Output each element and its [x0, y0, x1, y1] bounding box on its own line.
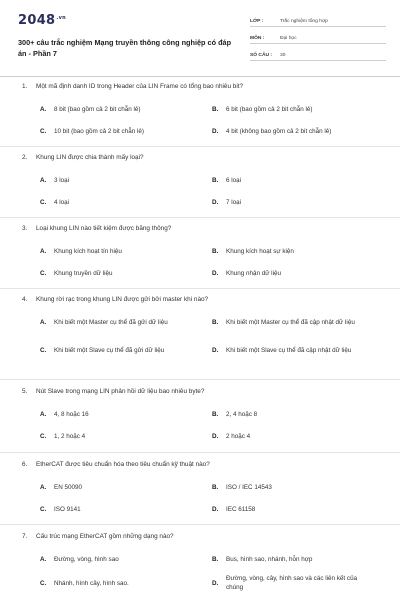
answer-option[interactable] [210, 170, 375, 190]
question-6 [22, 460, 382, 521]
question-separator [0, 288, 400, 289]
answer-text: Khung kích hoạt sự kiện [226, 247, 294, 255]
answer-letter: C. [40, 579, 47, 587]
question-prompt: EtherCAT được tiêu chuẩn hóa theo tiêu chuẩn kỹ thuật nào? [36, 461, 210, 468]
header-divider [0, 76, 400, 77]
meta-class-label: LỚP : [250, 19, 264, 24]
answer-text: Khi biết một Master cụ thể đã cập nhật dữ liệu [226, 318, 355, 326]
meta-class-value: Trắc nghiệm tổng hợp [280, 19, 328, 24]
answer-letter: C. [40, 346, 47, 354]
question-separator [0, 146, 400, 147]
answer-option[interactable] [38, 426, 203, 446]
answer-option[interactable] [38, 499, 203, 519]
answer-text: Khi biết một Slave cụ thể đã cập nhật dữ liệu [226, 346, 352, 354]
answer-letter: A. [40, 483, 47, 491]
logo-suffix: .vn [56, 14, 67, 21]
answer-list [22, 312, 382, 370]
answer-text: Nhánh, hình cây, hình sao. [54, 579, 129, 587]
meta-class-row [250, 14, 386, 27]
answer-letter: A. [40, 105, 47, 113]
question-separator [0, 217, 400, 218]
answer-letter: D. [212, 346, 219, 354]
question-7 [22, 532, 382, 599]
meta-count-label: SỐ CÂU : [250, 53, 273, 58]
answer-letter: C. [40, 432, 47, 440]
answer-option[interactable] [38, 170, 203, 190]
question-number: 2. [22, 154, 28, 161]
answer-text: IEC 61158 [226, 505, 256, 513]
answer-text: Khung kích hoạt tín hiệu [54, 247, 122, 255]
answer-option[interactable] [38, 404, 203, 424]
answer-text: Khung truyền dữ liệu [54, 269, 113, 277]
answer-option[interactable] [210, 499, 375, 519]
question-number: 3. [22, 225, 28, 232]
question-separator [0, 452, 400, 453]
document-meta [250, 14, 386, 65]
logo-text: 2048 [18, 13, 56, 28]
question-prompt: Loại khung LIN nào tiết kiệm được băng thông? [36, 225, 172, 232]
answer-text: 3 loại [54, 176, 70, 184]
answer-list [22, 404, 382, 448]
answer-letter: B. [212, 483, 219, 491]
answer-text: Khi biết một Master cụ thể đã gửi dữ liệu [54, 318, 168, 326]
answer-text: Khung nhận dữ liệu [226, 269, 281, 277]
question-text [22, 460, 382, 469]
answer-list [22, 170, 382, 214]
question-prompt: Khung LIN được chia thành mấy loại? [36, 154, 144, 161]
answer-letter: C. [40, 127, 47, 135]
answer-letter: A. [40, 176, 47, 184]
answer-letter: C. [40, 198, 47, 206]
answer-text: 4 loại [54, 198, 70, 206]
question-text [22, 153, 382, 162]
question-text [22, 387, 382, 396]
answer-option[interactable] [210, 121, 375, 141]
question-prompt: Nút Slave trong mạng LIN phản hồi dữ liệu bao nhiêu byte? [36, 388, 205, 395]
answer-letter: B. [212, 555, 219, 563]
answer-list [22, 99, 382, 143]
answer-option[interactable] [38, 340, 203, 360]
question-1 [22, 82, 382, 143]
answer-option[interactable] [210, 477, 375, 497]
question-prompt: Cấu trúc mạng EtherCAT gồm những dạng nào? [36, 533, 174, 540]
document-header [18, 10, 384, 65]
document-title: 300+ câu trắc nghiệm Mạng truyền thông công nghiệp có đáp án - Phần 7 [18, 38, 232, 58]
question-4 [22, 295, 382, 370]
question-number: 4. [22, 296, 28, 303]
answer-letter: B. [212, 410, 219, 418]
answer-letter: D. [212, 579, 219, 587]
answer-letter: A. [40, 410, 47, 418]
question-prompt: Khung rời rạc trong khung LIN được gửi bởi master khi nào? [36, 296, 209, 303]
question-text [22, 224, 382, 233]
meta-count-value: 30 [280, 53, 286, 58]
question-text [22, 532, 382, 541]
question-number: 6. [22, 461, 28, 468]
answer-letter: D. [212, 269, 219, 277]
answer-option[interactable] [38, 241, 203, 261]
answer-option[interactable] [38, 99, 203, 119]
answer-text: 7 loại [226, 198, 242, 206]
answer-list [22, 477, 382, 521]
answer-text: 2, 4 hoặc 8 [226, 410, 258, 418]
answer-letter: B. [212, 105, 219, 113]
answer-letter: B. [212, 318, 219, 326]
answer-option[interactable] [38, 121, 203, 141]
answer-letter: D. [212, 432, 219, 440]
question-number: 5. [22, 388, 28, 395]
answer-option[interactable] [210, 192, 375, 212]
answer-text: Khi biết một Slave cụ thể đã gửi dữ liệu [54, 346, 165, 354]
answer-text: Đường, vòng, hình sao [54, 555, 119, 563]
answer-letter: C. [40, 505, 47, 513]
answer-option[interactable] [210, 99, 375, 119]
answer-option[interactable] [38, 549, 203, 569]
answer-option[interactable] [210, 404, 375, 424]
answer-letter: A. [40, 555, 47, 563]
answer-option[interactable] [38, 263, 203, 283]
answer-text: 6 bit (bao gồm cả 2 bit chẵn lẻ) [226, 105, 313, 113]
question-number: 7. [22, 533, 28, 540]
answer-list [22, 241, 382, 285]
answer-letter: B. [212, 176, 219, 184]
answer-letter: D. [212, 127, 219, 135]
answer-list [22, 549, 382, 599]
answer-option[interactable] [38, 573, 203, 593]
answer-option[interactable] [210, 263, 375, 283]
answer-text: 4, 8 hoặc 16 [54, 410, 89, 418]
answer-letter: C. [40, 269, 47, 277]
site-logo[interactable] [18, 13, 66, 28]
answer-option[interactable] [38, 312, 203, 332]
answer-text: 6 loại [226, 176, 242, 184]
answer-option[interactable] [210, 426, 375, 446]
answer-letter: D. [212, 505, 219, 513]
answer-option[interactable] [38, 192, 203, 212]
answer-letter: A. [40, 318, 47, 326]
question-number: 1. [22, 83, 28, 90]
answer-text: ISO 9141 [54, 505, 81, 513]
meta-count-row [250, 48, 386, 61]
answer-text: Bus, hình sao, nhánh, hỗn hợp [226, 555, 313, 563]
answer-letter: D. [212, 198, 219, 206]
answer-option[interactable] [210, 241, 375, 261]
meta-subject-value: Đại học [280, 36, 297, 41]
answer-option[interactable] [210, 312, 375, 332]
answer-option[interactable] [210, 340, 375, 360]
answer-text: 8 bit (bao gồm cả 2 bit chẵn lẻ) [54, 105, 141, 113]
question-separator [0, 379, 400, 380]
answer-letter: A. [40, 247, 47, 255]
question-2 [22, 153, 382, 214]
question-text [22, 295, 382, 304]
answer-text: 1, 2 hoặc 4 [54, 432, 86, 440]
answer-text: 10 bit (bao gồm cả 2 bit chẵn lẻ) [54, 127, 144, 135]
question-3 [22, 224, 382, 285]
answer-text: 4 bit (không bao gồm cả 2 bit chẵn lẻ) [226, 127, 332, 135]
question-separator [0, 524, 400, 525]
answer-text: 2 hoặc 4 [226, 432, 251, 440]
answer-text: ISO / IEC 14543 [226, 483, 272, 491]
answer-letter: B. [212, 247, 219, 255]
meta-subject-label: MÔN : [250, 36, 265, 41]
answer-text: EN 50090 [54, 483, 83, 491]
question-text [22, 82, 382, 91]
answer-option[interactable] [38, 477, 203, 497]
meta-subject-row [250, 31, 386, 44]
answer-option[interactable] [210, 573, 375, 593]
answer-option[interactable] [210, 549, 375, 569]
question-prompt: Một mã định danh ID trong Header của LIN Frame có tổng bao nhiêu bit? [36, 83, 244, 90]
question-5 [22, 387, 382, 448]
answer-text: Đường, vòng, cây, hình sao và các liên kết của chúng [226, 575, 358, 591]
